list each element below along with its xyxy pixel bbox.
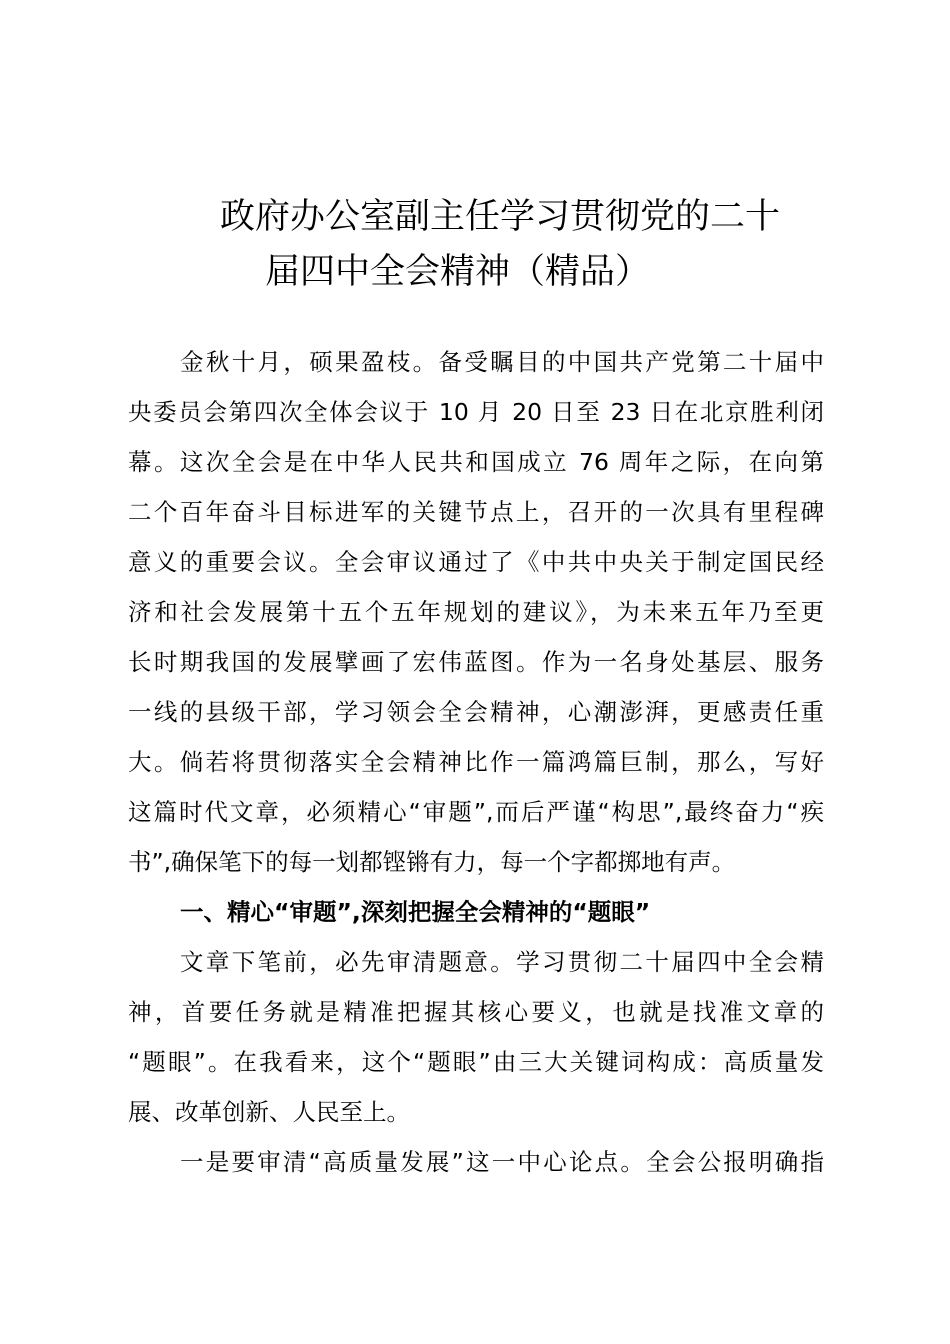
title-line-2: 届四中全会精神（精品） — [264, 252, 650, 292]
paragraph-1-line: 幕。这次全会是在中华人民共和国成立 76 周年之际，在向第 — [128, 448, 824, 476]
paragraph-2-line: 展、改革创新、人民至上。 — [128, 1098, 410, 1126]
paragraph-1-line: 二个百年奋斗目标进军的关键节点上，召开的一次具有里程碑 — [128, 498, 824, 526]
title-line-1: 政府办公室副主任学习贯彻党的二十 — [219, 197, 780, 237]
document-title — [150, 190, 850, 300]
paragraph-1-line: 一线的县级干部，学习领会全会精神，心潮澎湃，更感责任重 — [128, 698, 824, 726]
paragraph-2-line: “题眼”。在我看来，这个“题眼”由三大关键词构成：高质量发 — [128, 1048, 824, 1076]
paragraph-3-line: 一是要审清“高质量发展”这一中心论点。全会公报明确指 — [180, 1148, 824, 1176]
paragraph-1-line: 大。倘若将贯彻落实全会精神比作一篇鸿篇巨制，那么，写好 — [128, 748, 824, 776]
paragraph-1-line: 长时期我国的发展擘画了宏伟蓝图。作为一名身处基层、服务 — [128, 648, 824, 676]
paragraph-1-line: 济和社会发展第十五个五年规划的建议》，为未来五年乃至更 — [128, 598, 824, 626]
paragraph-1-line: 书”,确保笔下的每一划都铿锵有力，每一个字都掷地有声。 — [128, 848, 736, 876]
paragraph-1-line: 意义的重要会议。全会审议通过了《中共中央关于制定国民经 — [128, 548, 824, 576]
paragraph-2-line: 神，首要任务就是精准把握其核心要义，也就是找准文章的 — [128, 998, 824, 1026]
section-heading-1: 一、精心“审题”,深刻把握全会精神的“题眼” — [180, 898, 651, 926]
paragraph-1-line: 金秋十月，硕果盈枝。备受瞩目的中国共产党第二十届中 — [180, 348, 824, 376]
paragraph-2-line: 文章下笔前，必先审清题意。学习贯彻二十届四中全会精 — [180, 948, 824, 976]
paragraph-1-line: 央委员会第四次全体会议于 10 月 20 日至 23 日在北京胜利闭 — [128, 398, 824, 426]
paragraph-1-line: 这篇时代文章，必须精心“审题”,而后严谨“构思”,最终奋力“疾 — [128, 798, 824, 826]
